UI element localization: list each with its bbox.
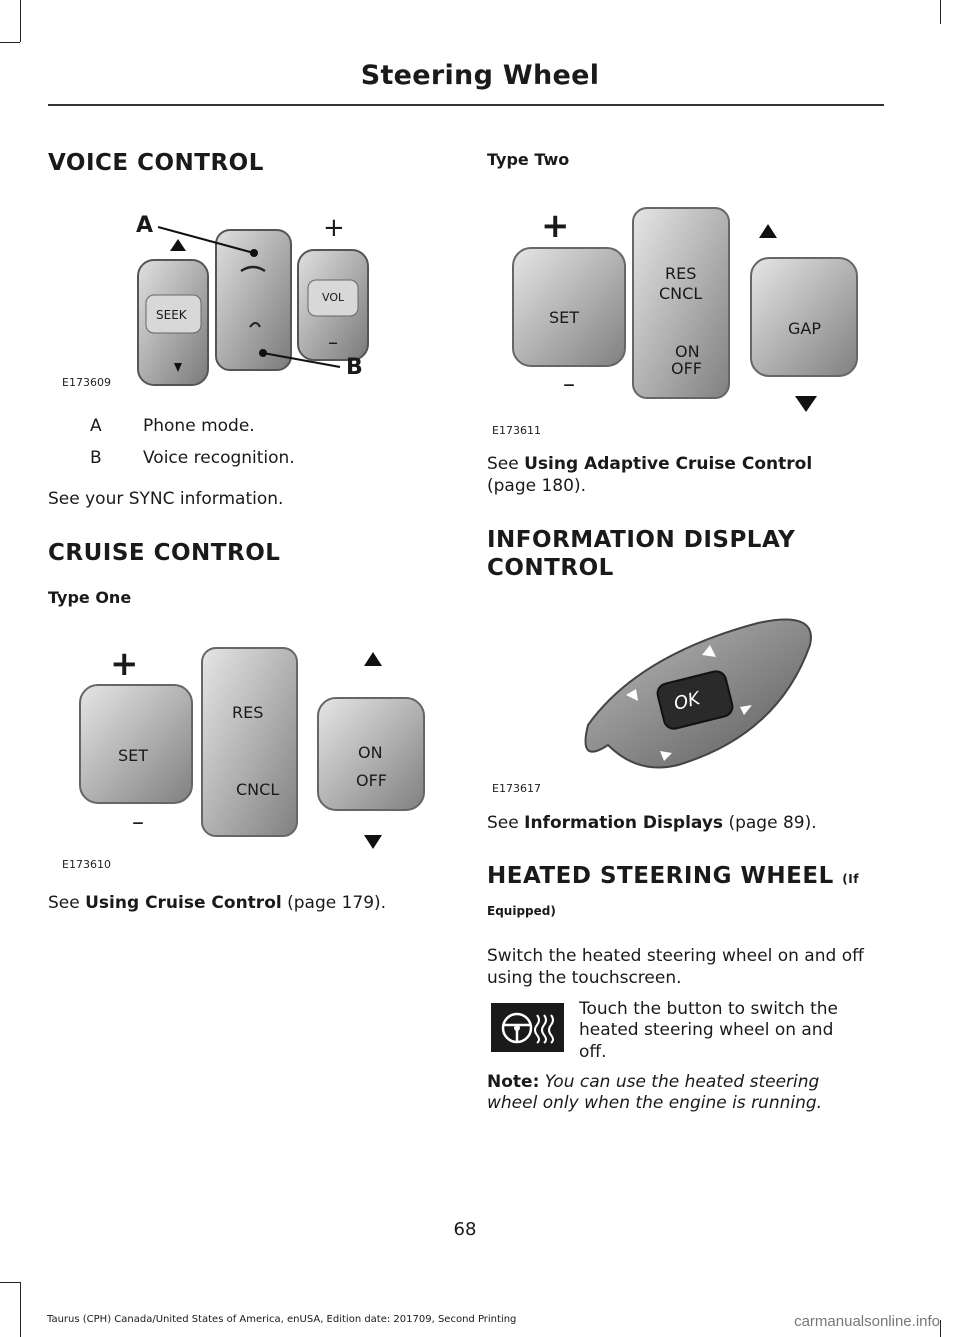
res-label: RES: [665, 264, 697, 283]
figure-code: E173611: [492, 424, 541, 437]
crop-mark: [20, 0, 21, 42]
reference-link[interactable]: Using Cruise Control: [85, 893, 282, 913]
heated-wheel-note-cont: wheel only when the engine is running.: [487, 1093, 823, 1113]
heated-wheel-heading-cont: Equipped): [487, 904, 556, 918]
icon-description: heated steering wheel on and: [579, 1020, 834, 1040]
set-minus-label: –: [563, 370, 575, 398]
cruise-reference: See Using Cruise Control (page 179).: [48, 893, 387, 913]
vol-minus-label: –: [328, 330, 338, 354]
crop-mark: [20, 1282, 21, 1337]
crop-mark: [0, 1282, 20, 1283]
figure-code: E173610: [62, 858, 111, 871]
icon-description: off.: [579, 1042, 607, 1062]
on-label: ON: [675, 342, 700, 361]
figure-code: E173609: [62, 376, 111, 389]
voice-control-heading: VOICE CONTROL: [48, 150, 264, 176]
info-display-heading: INFORMATION DISPLAY: [487, 527, 796, 553]
heated-steering-wheel-icon: [491, 1003, 564, 1052]
crop-mark: [940, 1320, 941, 1337]
vol-plus-label: +: [323, 213, 345, 243]
set-minus-label: –: [132, 808, 144, 836]
page-title: Steering Wheel: [360, 60, 600, 91]
set-plus-label: +: [110, 644, 139, 684]
callout-a: A: [136, 213, 154, 238]
set-plus-label: +: [541, 206, 570, 246]
reference-link[interactable]: Information Displays: [524, 813, 724, 833]
set-label: SET: [118, 746, 149, 765]
set-label: SET: [549, 308, 580, 327]
gap-label: GAP: [788, 319, 821, 338]
adaptive-cruise-reference: See Using Adaptive Cruise Control (page 180).: [487, 454, 813, 496]
callout-b: B: [346, 355, 363, 380]
cncl-label: CNCL: [659, 284, 703, 303]
edition-info: Taurus (CPH) Canada/United States of America, enUSA, Edition date: 201709, Second Printing: [47, 1314, 517, 1325]
key-description: Phone mode.: [143, 416, 255, 436]
info-display-figure: [578, 615, 818, 775]
voice-control-figure: [58, 205, 428, 390]
crop-mark: [940, 0, 941, 24]
crop-mark: [0, 42, 20, 43]
header-divider: [48, 104, 884, 106]
on-label: ON: [358, 743, 383, 762]
off-label: OFF: [356, 771, 387, 790]
info-display-reference: See Information Displays (page 89).: [487, 813, 817, 833]
figure-code: E173617: [492, 782, 541, 795]
sync-note: See your SYNC information.: [48, 489, 284, 509]
heated-wheel-note: Note: You can use the heated steering: [487, 1072, 820, 1092]
key-letter: B: [90, 448, 102, 468]
cruise-type-one-figure: [70, 640, 430, 850]
info-display-heading-cont: CONTROL: [487, 555, 614, 581]
vol-label: VOL: [322, 291, 345, 304]
cruise-control-heading: CRUISE CONTROL: [48, 540, 281, 566]
heated-wheel-heading: HEATED STEERING WHEEL (If: [487, 863, 859, 889]
res-label: RES: [232, 703, 264, 722]
type-one-heading: Type One: [48, 588, 132, 607]
cncl-label: CNCL: [236, 780, 280, 799]
cruise-type-two-figure: [505, 200, 865, 420]
icon-description: Touch the button to switch the: [579, 999, 839, 1019]
ok-button-label: OK: [671, 688, 703, 715]
key-letter: A: [90, 416, 102, 436]
heated-wheel-body: Switch the heated steering wheel on and off using the touchscreen.: [487, 946, 864, 988]
reference-link[interactable]: Using Adaptive Cruise Control: [524, 454, 813, 474]
watermark: carmanualsonline.info: [794, 1313, 940, 1330]
off-label: OFF: [671, 359, 702, 378]
page-number: 68: [453, 1219, 477, 1240]
key-description: Voice recognition.: [143, 448, 295, 468]
type-two-heading: Type Two: [487, 150, 570, 169]
seek-label: SEEK: [156, 308, 187, 322]
